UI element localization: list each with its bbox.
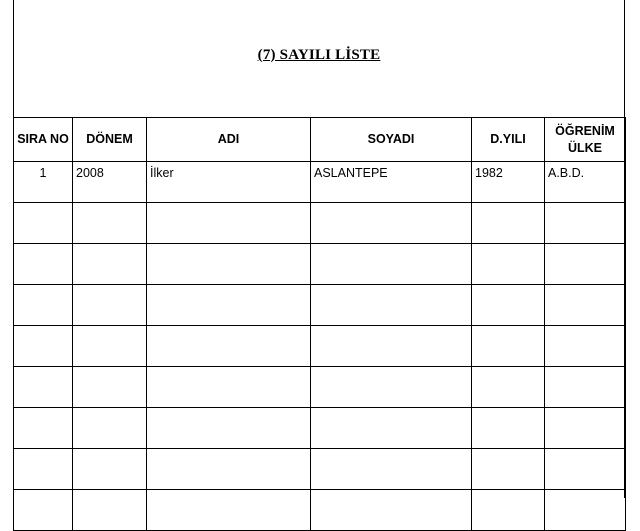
cell-ogrenim-ulke: [545, 490, 626, 531]
cell-ogrenim-ulke: [545, 244, 626, 285]
cell-ogrenim-ulke: A.B.D.: [545, 162, 626, 203]
cell-d-yili: [472, 408, 545, 449]
cell-adi: İlker: [147, 162, 311, 203]
cell-d-yili: [472, 203, 545, 244]
cell-d-yili: [472, 326, 545, 367]
cell-sira-no: [14, 326, 73, 367]
table-row: [14, 244, 626, 285]
cell-ogrenim-ulke: [545, 326, 626, 367]
cell-sira-no: [14, 449, 73, 490]
table-row: [14, 367, 626, 408]
cell-adi: [147, 490, 311, 531]
table-row: [14, 326, 626, 367]
cell-soyadi: [311, 326, 472, 367]
cell-adi: [147, 367, 311, 408]
cell-donem: [73, 408, 147, 449]
cell-soyadi: [311, 490, 472, 531]
cell-d-yili: [472, 449, 545, 490]
cell-donem: [73, 326, 147, 367]
table-row: [14, 203, 626, 244]
cell-sira-no: [14, 285, 73, 326]
cell-sira-no: [14, 244, 73, 285]
header-sira-no: SIRA NO: [14, 118, 73, 162]
cell-d-yili: [472, 490, 545, 531]
cell-donem: [73, 285, 147, 326]
cell-ogrenim-ulke: [545, 203, 626, 244]
cell-adi: [147, 408, 311, 449]
document-title: (7) SAYILI LİSTE: [257, 47, 381, 63]
table-header-row: [14, 118, 626, 162]
table-row: [14, 449, 626, 490]
cell-donem: 2008: [73, 162, 147, 203]
cell-ogrenim-ulke: [545, 408, 626, 449]
header-d-yili: D.YILI: [472, 118, 545, 162]
cell-donem: [73, 367, 147, 408]
title-box: [13, 0, 625, 117]
cell-donem: [73, 203, 147, 244]
cell-sira-no: [14, 367, 73, 408]
cell-adi: [147, 326, 311, 367]
cell-soyadi: [311, 449, 472, 490]
cell-soyadi: [311, 408, 472, 449]
table-row: [14, 285, 626, 326]
cell-d-yili: 1982: [472, 162, 545, 203]
cell-ogrenim-ulke: [545, 367, 626, 408]
cell-sira-no: [14, 203, 73, 244]
cell-ogrenim-ulke: [545, 285, 626, 326]
list-table: [13, 117, 626, 531]
cell-donem: [73, 449, 147, 490]
header-adi: ADI: [147, 118, 311, 162]
cell-d-yili: [472, 285, 545, 326]
table-row: [14, 490, 626, 531]
table-row: [14, 408, 626, 449]
cell-sira-no: 1: [14, 162, 73, 203]
cell-soyadi: ASLANTEPE: [311, 162, 472, 203]
cell-d-yili: [472, 244, 545, 285]
cell-adi: [147, 449, 311, 490]
cell-donem: [73, 490, 147, 531]
cell-d-yili: [472, 367, 545, 408]
header-donem: DÖNEM: [73, 118, 147, 162]
table-row: [14, 162, 626, 203]
cell-adi: [147, 285, 311, 326]
cell-donem: [73, 244, 147, 285]
cell-soyadi: [311, 367, 472, 408]
cell-soyadi: [311, 285, 472, 326]
header-soyadi: SOYADI: [311, 118, 472, 162]
cell-sira-no: [14, 408, 73, 449]
cell-adi: [147, 203, 311, 244]
cell-adi: [147, 244, 311, 285]
cell-soyadi: [311, 244, 472, 285]
header-ogrenim-ulke: ÖĞRENİM ÜLKE: [545, 118, 626, 162]
cell-ogrenim-ulke: [545, 449, 626, 490]
cell-soyadi: [311, 203, 472, 244]
document-sheet: [13, 0, 625, 498]
cell-sira-no: [14, 490, 73, 531]
